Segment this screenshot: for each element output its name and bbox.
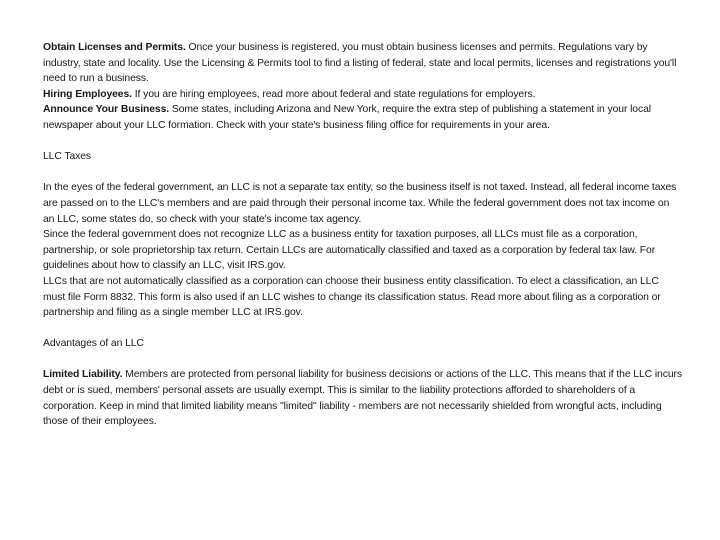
employees-heading: Hiring Employees. [43, 88, 132, 100]
spacer [43, 352, 683, 368]
liability-heading: Limited Liability. [43, 369, 123, 381]
spacer [43, 165, 683, 181]
llc-taxes-paragraph-3: LLCs that are not automatically classified as a corporation can choose their business entity classification. To elect a classification, an LLC must file Form 8832. This form is also used if an LLC wishes to change its classification status. Read more about filing as a corporation or partnership and filing as a single member LLC at IRS.gov. [43, 275, 661, 319]
liability-body: Members are protected from personal liability for business decisions or actions of the LLC. This means that if the LLC incurs debt or is sued, members' personal assets are usually exempt. This is similar to the liability protections afforded to shareholders of a corporation. Keep in mind that limited liability means "limited" liability - members are not necessarily shielded from wrongful acts, including those of their employees. [43, 369, 682, 428]
liability-paragraph [43, 367, 683, 429]
announce-body: Some states, including Arizona and New York, require the extra step of publishing a statement in your local newspaper about your LLC formation. Check with your state's business filing office for requirements in your area. [43, 104, 651, 131]
llc-taxes-heading: LLC Taxes [43, 151, 92, 163]
advantages-heading: Advantages of an LLC [43, 338, 144, 350]
employees-body: If you are hiring employees, read more about federal and state regulations for employers. [131, 88, 536, 100]
llc-taxes-paragraph-1: In the eyes of the federal government, an LLC is not a separate tax entity, so the business itself is not taxed. Instead, all federal income taxes are passed on to the LLC's members and are paid through their personal income tax. While the federal government does not tax income on an LLC, some states do, so check with your state's income tax agency. [43, 182, 677, 225]
document-page [43, 40, 683, 430]
licenses-heading: Obtain Licenses and Permits. [43, 42, 186, 53]
announce-heading: Announce Your Business. [43, 104, 170, 116]
announce-paragraph [43, 102, 683, 133]
employees-paragraph [43, 87, 683, 103]
licenses-paragraph [43, 40, 683, 87]
spacer [43, 134, 683, 150]
llc-taxes-paragraph-2: Since the federal government does not recognize LLC as a business entity for taxation purposes, all LLCs must file as a corporation, partnership, or sole proprietorship tax return. Certain LLCs are automatically classified and taxed as a corporation by federal tax law. For guidelines about how to classify an LLC, visit IRS.gov. [43, 229, 656, 272]
licenses-body: Once your business is registered, you must obtain business licenses and permits. Regulations vary by industry, state and locality. Use the Licensing & Permits tool to find a listing of federal, state and local permits, licenses and registrations you'll need to run a business. [43, 42, 677, 85]
spacer [43, 321, 683, 337]
